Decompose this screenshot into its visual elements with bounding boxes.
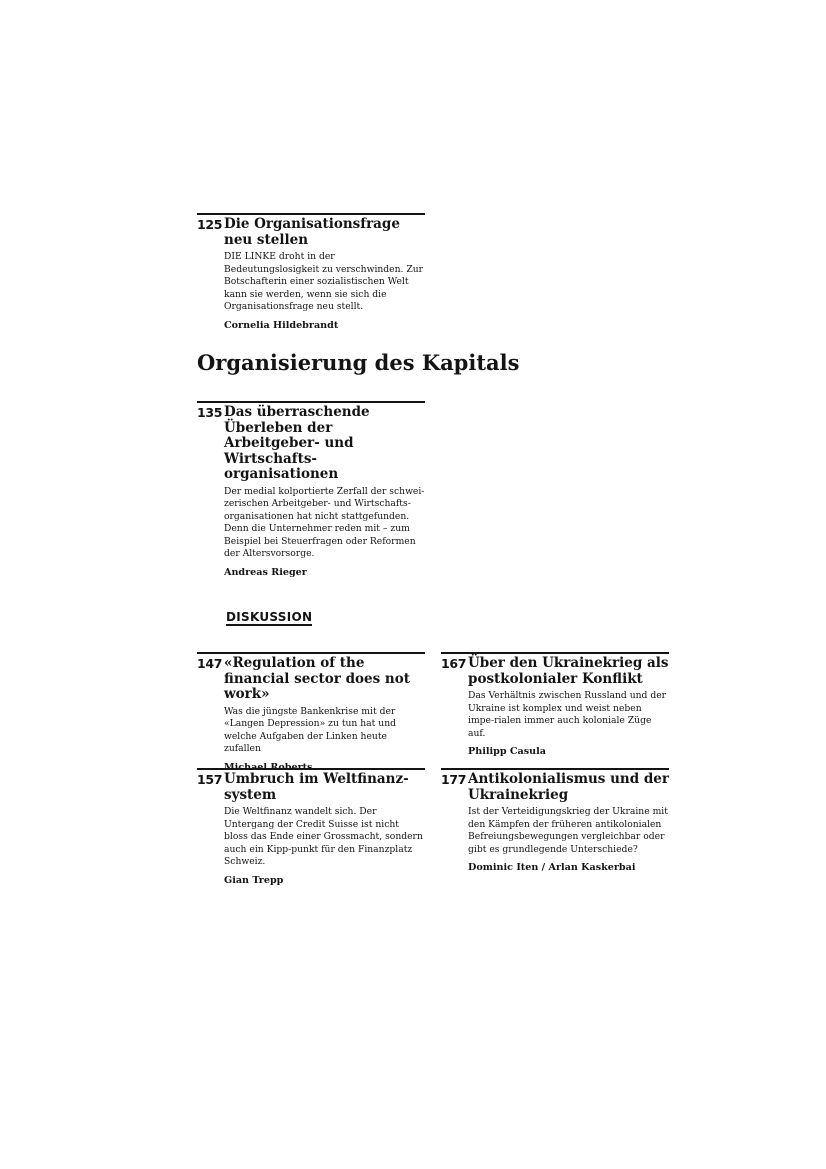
page-number: 135 — [197, 405, 223, 420]
page-number: 177 — [441, 772, 467, 787]
article-author: Philipp Casula — [468, 746, 546, 758]
article-author: Dominic Iten / Arlan Kaskerbai — [468, 862, 636, 874]
discussion-label: DISKUSSION — [226, 610, 313, 624]
article-author: Andreas Rieger — [224, 567, 307, 579]
article-author: Gian Trepp — [224, 874, 284, 886]
page-number: 147 — [197, 656, 223, 671]
article-title: Antikolonialismus und der Ukrainekrieg — [468, 771, 670, 803]
page-number: 125 — [197, 217, 223, 232]
toc-entry-125 — [197, 213, 425, 332]
article-title: Das überraschende Überleben der Arbeitgeber- und Wirtschafts-organisationen — [224, 404, 370, 482]
article-teaser: Ist der Verteidigungskrieg der Ukraine mit den Kämpfen der früheren antikolonialen Befreiungsbewegungen vergleichbar oder gibt es grundlegende Unterschiede? — [468, 806, 668, 855]
article-teaser: Das Verhältnis zwischen Russland und der Ukraine ist komplex und weist neben impe-rialen immer auch koloniale Züge auf. — [468, 690, 667, 739]
toc-entry-135 — [197, 401, 425, 579]
toc-entry-167 — [441, 652, 669, 758]
article-title: «Regulation of the financial sector does not work» — [224, 655, 410, 702]
toc-entry-157 — [197, 768, 425, 887]
page-number: 167 — [441, 656, 467, 671]
article-teaser: Die Weltfinanz wandelt sich. Der Untergang der Credit Suisse ist nicht bloss das Ende einer Grossmacht, sondern auch ein Kipp-punkt für den Finanzplatz Schweiz. — [224, 806, 423, 868]
toc-entry-147 — [197, 652, 425, 774]
toc-entry-177 — [441, 768, 669, 874]
article-title: Die Organisationsfrage neu stellen — [224, 216, 400, 248]
article-title: Umbruch im Weltfinanz-system — [224, 771, 409, 803]
article-teaser: Was die jüngste Bankenkrise mit der «Langen Depression» zu tun hat und welche Aufgaben der Linken heute zufallen — [224, 705, 396, 755]
article-title: Über den Ukrainekrieg als postkolonialer Konflikt — [468, 655, 669, 687]
article-teaser: Der medial kolportierte Zerfall der schwei-zerischen Arbeitgeber- und Wirtschafts-organisationen hat nicht stattgefunden. Denn die Unternehmer reden mit – zum Beispiel bei Steuerfragen oder Reformen der Altersvorsorge. — [224, 485, 425, 560]
article-author: Michael Roberts — [224, 761, 313, 773]
section-heading: Organisierung des Kapitals — [197, 350, 520, 375]
article-teaser: DIE LINKE droht in der Bedeutungslosigkeit zu verschwinden. Zur Botschafterin einer sozialistischen Welt kann sie werden, wenn sie sich die Organisationsfrage neu stellt. — [224, 251, 424, 313]
page-number: 157 — [197, 772, 223, 787]
article-author: Cornelia Hildebrandt — [224, 319, 339, 331]
